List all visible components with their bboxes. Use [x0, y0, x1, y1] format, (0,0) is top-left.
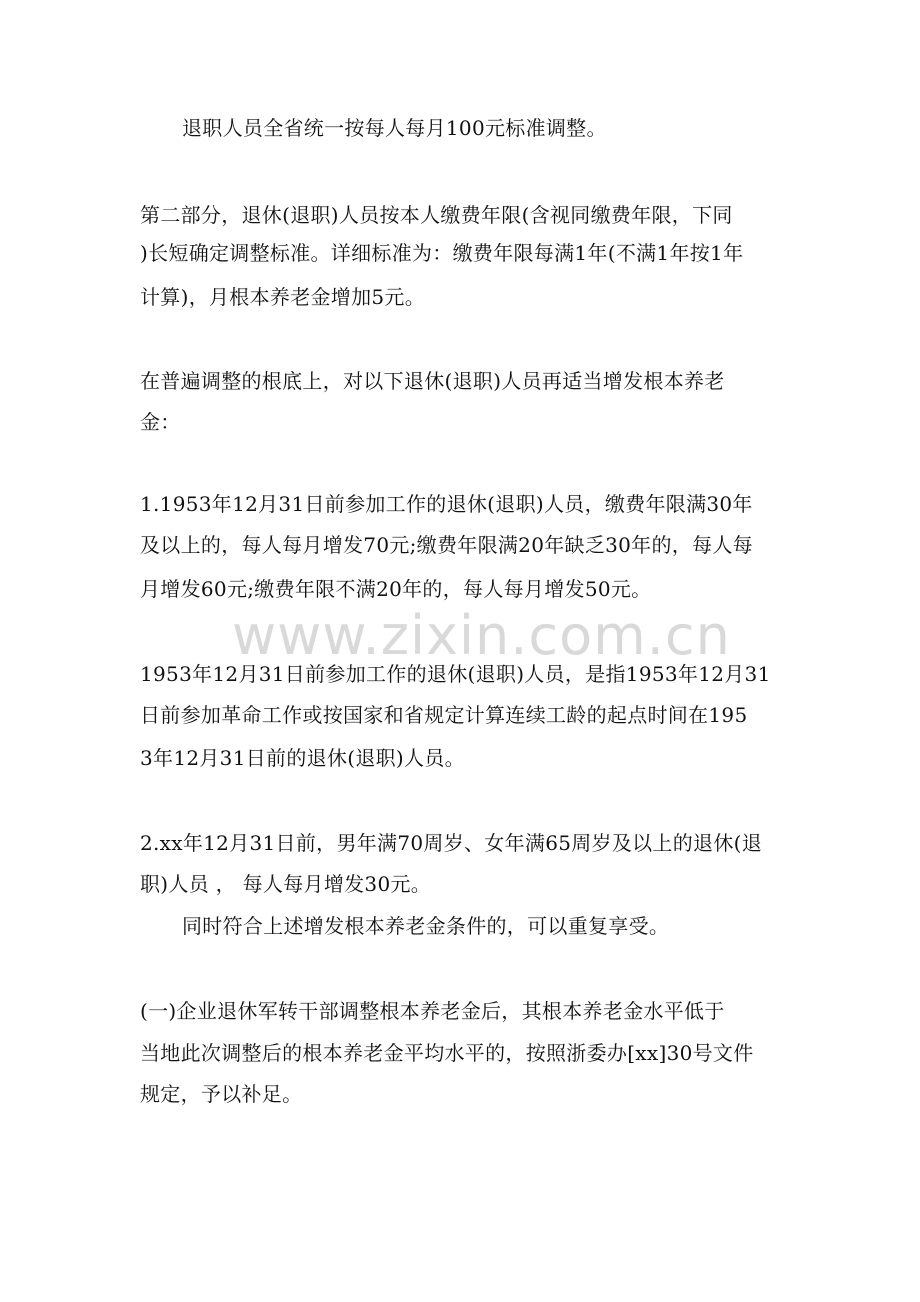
text-line: 当地此次调整后的根本养老金平均水平的，按照浙委办[xx]30号文件	[140, 1041, 754, 1065]
text-line: 月增发60元;缴费年限不满20年的，每人每月增发50元。	[140, 577, 652, 601]
text-line: 职)人员 ， 每人每月增发30元。	[140, 872, 432, 896]
text-line: 日前参加革命工作或按国家和省规定计算连续工龄的起点时间在195	[140, 703, 748, 727]
text-line: 及以上的，每人每月增发70元;缴费年限满20年缺乏30年的，每人每	[140, 533, 753, 557]
text-line: 退职人员全省统一按每人每月100元标准调整。	[182, 116, 607, 140]
text-line: 2.xx年12月31日前，男年满70周岁、女年满65周岁及以上的退休(退	[140, 831, 763, 855]
text-line: 1953年12月31日前参加工作的退休(退职)人员，是指1953年12月31	[140, 662, 771, 686]
text-line: 规定，予以补足。	[140, 1082, 303, 1106]
text-line: 在普遍调整的根底上，对以下退休(退职)人员再适当增发根本养老	[140, 369, 725, 393]
text-line: 3年12月31日前的退休(退职)人员。	[140, 746, 465, 770]
text-line: 计算)，月根本养老金增加5元。	[140, 285, 426, 309]
text-line: (一)企业退休军转干部调整根本养老金后，其根本养老金水平低于	[140, 999, 725, 1023]
text-line: 金：	[140, 410, 181, 434]
text-line: 1.1953年12月31日前参加工作的退休(退职)人员，缴费年限满30年	[140, 492, 753, 516]
text-line: )长短确定调整标准。详细标准为：缴费年限每满1年(不满1年按1年	[140, 241, 744, 265]
watermark: www.zixin.com.cn	[232, 604, 731, 667]
text-line: 同时符合上述增发根本养老金条件的，可以重复享受。	[182, 914, 670, 938]
text-line: 第二部分，退休(退职)人员按本人缴费年限(含视同缴费年限，下同	[140, 203, 733, 227]
